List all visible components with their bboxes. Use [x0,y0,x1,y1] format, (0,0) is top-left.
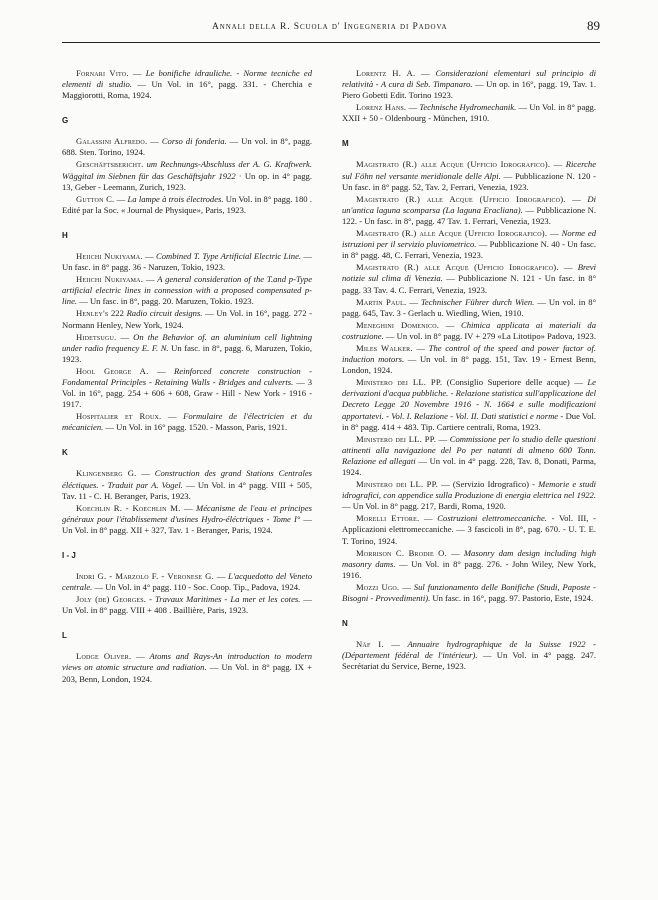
entry-separator: 222 [108,308,127,319]
entry-details: — Un vol. in 8° pagg. IV + 279 «La Litotipo» Padova, 1923. [383,330,596,341]
entry-details: — Un Vol. in 16° pagg. 1520. - Masson, Paris, 1921. [103,422,288,433]
entry-separator: — [550,159,566,170]
entry-separator: — [213,571,229,581]
entry-separator: — [161,411,184,422]
bibliography-entry [342,377,596,432]
entry-details: — Un Vol. in 16°, pagg. 272 - Normann Henley, New York, 1924. [62,308,313,330]
entry-title: Travaux Maritimes - La mer et les cotes. [154,594,301,605]
entry-author: Meneghini Domenico. [356,319,440,330]
entry-details: — Un vol. in 8° pagg. 151, Tav. 19 - Ernest Benn, London, 1924. [342,354,596,376]
entry-author: Lorenz Hans. [356,102,407,113]
section-heading: I - J [62,551,76,560]
left-column [62,68,312,686]
bibliography-entry [62,651,312,684]
entry-details: — Un fasc. in 8°, pagg. 20. Maruzen, Tokio. 1923. [77,296,254,307]
entry-author: Hool George A. [76,365,149,376]
section-spacer [62,458,312,468]
entry-separator: — [116,331,134,342]
entry-title: Commissione per lo studio delle questioni attinenti alla navigazione del Po per natanti di almeno 600 Tonn. Relazione ed allegati [342,433,597,466]
entry-author: Lorentz H. A. [356,68,416,78]
entry-title: Memorie e studi idrografici, con appendice sulla Produzione di energia elettrica nel 1922. [342,479,596,501]
bibliography-entry [342,582,596,604]
entry-author: Martin Paul. [356,296,407,307]
bibliography-entry [62,136,312,158]
entry-title: Considerazioni elementari sul principio di relatività - A cura di Seb. Timpanaro. [342,68,597,90]
entry-details: — Un Vol. in 16°, pagg. 331. - Cherchia e Maggiorotti, Roma, 1924. [62,79,312,101]
entry-details: — Un Vol. in 8° pagg. 217, Bardi, Roma, 1920. [342,501,506,512]
entry-title: Combined T. Type Artificial Electric Line. [156,250,302,261]
entry-author: Gutton C. [76,193,115,204]
bibliography-entry [342,159,596,192]
entry-author: Henley's [76,308,109,319]
entry-separator: — [419,513,438,524]
entry-separator: — [439,319,462,330]
entry-title: Le bonifiche idrauliche. - Norme tecniche ed elementi di studio. [62,68,312,90]
bibliography-entry [62,194,312,216]
entry-author: Miles Walker. [356,342,413,353]
entry-details: — Un Vol. in 8° pagg. 276. - John Wiley, New York, 1916. [342,558,596,580]
entry-title: Construction des grand Stations Centrales éléctiques. - Traduit par A. Vogel. [62,468,313,490]
entry-author: Magistrato (R.) alle Acque (Ufficio Idrografico). [356,228,548,239]
entry-separator: — (Servizio Idrografico) - [438,479,539,490]
entry-title: Corso di fonderia. [161,136,227,147]
entry-author: Klingenberg G. [76,468,137,479]
entry-author: Näf I. [356,639,384,650]
bibliography-entry [62,411,312,433]
bibliography-entry [342,513,596,546]
entry-details: — Un Vol. in 8° pagg. IX + 203, Benn, London, 1924. [62,662,313,684]
entry-author: Heiichi Nukiyama. [76,274,144,285]
entry-separator: — [147,136,162,147]
entry-title: On the Behavior of. an aluminium cell lightning under radio frequency E. F. N. [62,331,312,353]
bibliography-entry [342,262,596,295]
entry-title: L'acquedotto del Veneto centrale. [62,571,313,593]
entry-details: — Un vol. in 8°, pagg. 688. Sten. Torino, 1924. [62,136,313,158]
bibliography-entry [342,102,596,124]
entry-details: - Vol. III, - Applicazioni elettromeccaniche. — 3 fascicoli in 8°, pag. 670. - U. T. E. T. Torino, 1924. [342,513,596,546]
section-spacer [62,617,312,631]
entry-author: Magistrato (R.) alle Acque (Ufficio Idrografico). [356,159,551,170]
entry-author: Hospitalier et Roux. [76,411,162,422]
entry-author: Magistrato (R.) alle Acque (Ufficio Idrografico). [356,193,566,204]
entry-author: Mozzi Ugo. [356,581,400,592]
entry-separator: — [143,274,158,285]
bibliography-entry [62,571,312,593]
bibliography-entry [342,479,596,512]
entry-separator: — [148,365,175,376]
entry-separator: — [558,262,578,273]
page-header [62,16,600,43]
entry-title: Le derivazioni d'acqua pubbliche. - Relazione statistica sull'applicazione del Decreto Legge 20 Novembre 1916 - N. 1664 e sulle modificazioni apportatevi. - Vol. I. Relazione - Vol. II. Dati statistici e norme [342,377,596,421]
bibliography-entry [62,594,312,616]
entry-details: — Un vol. in 8° pagg. 645, Tav. 3 - Gerlach u. Wiedling, Wien, 1910. [342,296,597,318]
bibliography-entry [62,332,312,365]
bibliography-entry [62,274,312,307]
entry-details: · Un op. in 4° pagg. 13, Geber - Leemann, Zurich, 1923. [62,170,312,192]
entry-author: Fornari Vito. [76,68,129,78]
entry-separator: — [128,68,146,78]
entry-separator: — [399,581,414,592]
section-spacer [342,125,596,139]
entry-separator: — [142,250,157,261]
bibliography-entry [342,639,596,672]
entry-author: Lodge Oliver. [76,651,132,662]
entry-details: — Un vol. in 4° pagg. 228, Tav. 8, Donati, Parma, 1924. [342,455,597,477]
entry-separator: — [180,502,197,513]
entry-details: — Un Vol. in 8° pagg. VIII + 408 . Baillière, Paris, 1923. [62,594,312,616]
entry-author: Morrison C. Brodie O. [356,547,447,558]
section-spacer [62,241,312,251]
section-spacer [62,434,312,448]
section-heading: L [62,631,67,641]
entry-title: Masonry dam design including high masonry dams. [342,547,597,569]
entry-author: Ministero dei LL. PP. [356,479,438,490]
section-heading: N [342,619,348,629]
bibliography-entry [342,68,596,101]
section-heading: H [62,230,68,240]
section-heading: G [62,116,69,126]
entry-title: um Rechnungs-Abschluss der A. G. Kraftwerk. Wäggital im Siebnen für das Geschäftsjahr 1922 [62,159,312,181]
entry-title: Formulaire de l'électricien et du mécanicien. [62,411,312,433]
entry-details: Un Vol. in 8° pagg. 180 . Edité par la Soc. « Journal de Physique», Paris, 1923. [62,193,312,215]
entry-separator: — [406,102,420,113]
entry-title: Atoms and Rays-An introduction to modern views on atomic structure and radiation. [62,651,313,673]
bibliography-entry [62,468,312,501]
entry-title: Reinforced concrete construction - Fondamental Principles - Retaining Walls - Bridges and culverts. [62,365,313,387]
entry-details: — Pubblicazione N. 120 - Un fasc. in 8° pagg. 52, Tav. 2, Ferrari, Venezia, 1923. [342,170,596,192]
entry-separator: — [415,68,436,78]
bibliography-entry [62,366,312,410]
entry-details: — Un Vol. in 4° pagg. 110 - Soc. Coop. Tip., Padova, 1924. [92,582,301,593]
section-spacer [62,126,312,136]
entry-separator: — [383,639,408,650]
entry-separator: — [136,468,155,479]
entry-title: A general consideration of the T.and p-Type artificial electric lines in connession with a proposed compensated p-line. [62,274,313,307]
entry-title: The control of the speed and power factor of. induction motors. [342,342,597,365]
entry-details: — Pubblicazione N. 121 - Un fasc. in 8° pagg. 33 Tav. 4. C. Ferrari, Venezia, 1923. [342,273,596,295]
entry-details: — Un op. in 16°, pagg. 19, Tav. 1. Piero Gobetti Edit. Torino 1923. [342,79,596,101]
bibliography-entry [342,343,596,376]
entry-author: Galassini Alfredo. [76,136,148,147]
section-spacer [62,102,312,116]
entry-details: — 3 Vol. in 16°, pagg. 254 + 606 + 608, Graw - Hill - New York - 1916 - 1917. [62,376,312,410]
section-spacer [62,537,312,551]
entry-separator: — [131,651,150,662]
section-heading: K [62,448,68,458]
entry-author: Hidetsugu. [76,331,117,342]
bibliography-entry [342,194,596,227]
entry-separator: — [446,547,464,558]
entry-title: Chimica applicata ai materiali da costruzione. [342,319,596,341]
bibliography-entry [62,503,312,536]
entry-title: Costruzioni elettromeccaniche. [437,513,547,524]
entry-title: La lampe à trois électrodes. [127,193,224,204]
entry-author: Ministero dei LL. PP. [356,433,437,444]
entry-author: Morelli Ettore. [356,513,420,524]
entry-title: Ricerche sul Föhn nel versante meridionale delle Alpi. [342,159,597,181]
entry-separator: (Consiglio Superiore delle acque) — [442,377,588,388]
bibliography-entry [342,548,596,581]
entry-details: — Un Vol. in 4° pagg. VIII + 505, Tav. 11 - C. H. Beranger, Paris, 1923. [62,479,312,501]
entry-title: Technische Hydromechanik. [419,102,517,113]
entry-separator: — [436,433,450,444]
section-heading: M [342,139,349,149]
entry-details: — Un Vol. in 4° pagg. 247. Secrétariat du Service, Berne, 1923. [342,650,596,672]
running-head: Annali della R. Scuola d' Ingegneria di Padova [212,22,448,32]
entry-separator: — [412,342,429,353]
entry-author: Ministero dei LL. PP. [356,377,443,388]
entry-title: Technischer Führer durch Wien. [420,296,535,307]
page-number: 89 [587,18,600,33]
entry-separator: - [146,594,155,605]
entry-separator: — [406,296,421,307]
bibliography-entry [342,228,596,261]
entry-details: — Un Vol. in 8° pagg. XII + 327, Tav. 1 - Beranger, Paris, 1924. [62,513,313,535]
bibliography-entry [62,308,312,330]
entry-details: — Un Vol. in 8° pagg. XXII + 50 - Oldenbourg - München, 1910. [342,102,597,124]
section-spacer [342,605,596,619]
entry-title: Di un'antica laguna scomparsa (La laguna Eracliana). [342,193,597,215]
entry-title: Brevi notizie sul clima di Venezia. [342,262,597,284]
entry-author: Koechlin R. - Koechlin M. [76,502,181,513]
entry-title: Norme ed istruzioni per il servizio pluviometrico. [342,228,597,250]
section-spacer [342,629,596,639]
entry-title: Mécanisme de l'eau et principes généraux pour l'établissement d'usines Hydro-éléctriques - Tome I° [62,502,312,524]
entry-title: Annuaire hydrographique de la Suisse 1922 - (Département fédéral de l'intérieur). [342,639,596,661]
entry-details: - Due Vol. in 8° pagg. 414 + 483. Tip. Cartiere centrali, Roma, 1923. [342,410,596,432]
bibliography-entry [342,320,596,342]
section-spacer [62,561,312,571]
section-spacer [62,641,312,651]
entry-separator: — [547,228,562,239]
bibliography-entry [62,159,312,192]
entry-details: Un fasc. in 16°, pagg. 97. Pastorio, Este, 1924. [430,593,594,604]
entry-details: — Un fasc. in 8° pagg. 36 - Naruzen, Tokio, 1923. [62,250,313,273]
section-spacer [342,149,596,159]
entry-author: Heiichi Nukiyama. [76,250,143,261]
entry-author: Magistrato (R.) alle Acque (Ufficio Idrografico). [356,262,559,273]
bibliography-entry [62,68,312,101]
entry-separator: — [114,193,128,204]
bibliography-entry [62,251,312,273]
section-spacer [62,217,312,231]
entry-details: Un fasc. in 8°, pagg. 6, Maruzen, Tokio, 1923. [62,342,313,364]
entry-separator: — [565,193,588,204]
entry-title: Sul funzionamento delle Bonifiche (Studi, Paposte - Bisogni - Provvedimenti). [342,581,596,604]
entry-author: Indri G. - Marzolo F. - Veronese G. [76,571,214,581]
bibliography-entry [342,297,596,319]
right-column [342,68,596,673]
entry-details: — Pubblicazione N. 40 - Un fasc. in 8° pagg. 48, C. Ferrari, Venezia, 1923. [342,239,596,261]
entry-author: Joly (de) Georges. [76,594,147,605]
entry-details: — Pubblicazione N. 122. - Un fasc. in 8°, pagg. 47 Tav. 1. Ferrari, Venezia, 1923. [342,204,596,226]
entry-title: Radio circuit designs. [126,308,203,319]
bibliography-entry [342,434,596,478]
entry-author: Geschäftsbericht. [76,159,144,170]
